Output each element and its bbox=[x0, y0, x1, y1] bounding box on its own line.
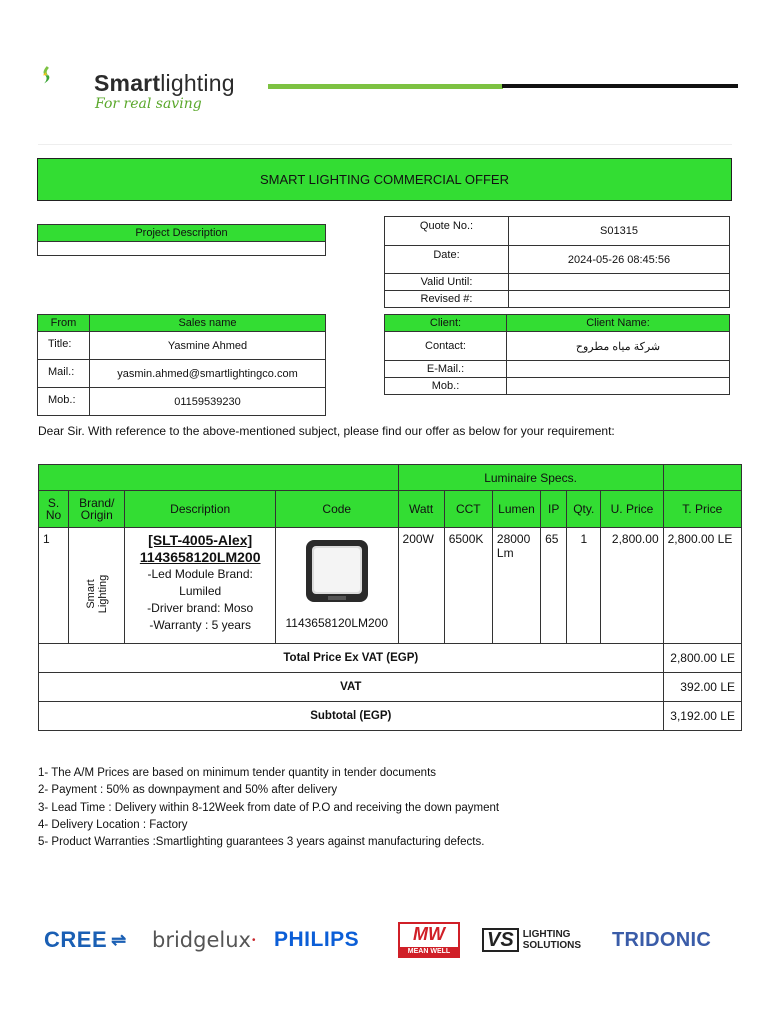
col-tprice: T. Price bbox=[663, 491, 741, 528]
date-label: Date: bbox=[385, 246, 509, 274]
subtotal-label: Subtotal (EGP) bbox=[39, 702, 664, 731]
sales-mail-value: yasmin.ahmed@smartlightingco.com bbox=[90, 360, 326, 388]
smartlighting-logo-icon bbox=[42, 30, 92, 120]
client-info-table bbox=[384, 314, 730, 395]
note-item: 5- Product Warranties :Smartlighting guarantees 3 years against manufacturing defects. bbox=[38, 836, 485, 849]
sales-name-value: Yasmine Ahmed bbox=[90, 332, 326, 360]
mail-label: Mail.: bbox=[38, 360, 90, 388]
item-ip: 65 bbox=[541, 528, 567, 644]
contact-value: شركة مياه مطروح bbox=[507, 332, 730, 361]
col-cct: CCT bbox=[444, 491, 492, 528]
col-ip: IP bbox=[541, 491, 567, 528]
meanwell-logo: MW MEAN WELL bbox=[398, 914, 460, 966]
philips-logo: PHILIPS bbox=[274, 928, 360, 951]
item-desc-line-2: -Driver brand: Moso bbox=[147, 601, 254, 615]
revised-value bbox=[509, 291, 730, 308]
col-description: Description bbox=[125, 491, 276, 528]
note-item: 3- Lead Time : Delivery within 8-12Week from date of P.O and receiving the down payment bbox=[38, 801, 500, 814]
floodlight-product-icon bbox=[302, 538, 372, 606]
date-value: 2024-05-26 08:45:56 bbox=[509, 246, 730, 274]
item-qty: 1 bbox=[567, 528, 601, 644]
vs-mark-icon: VS bbox=[482, 928, 519, 952]
item-tprice: 2,800.00 LE bbox=[663, 528, 741, 644]
client-name-header: Client Name: bbox=[507, 315, 730, 332]
terms-notes bbox=[38, 765, 499, 851]
quote-no-value: S01315 bbox=[509, 217, 730, 246]
client-mob-label: Mob.: bbox=[385, 378, 507, 395]
cree-mark-icon: ⇌ bbox=[111, 929, 127, 950]
tridonic-logo: TRIDONIC bbox=[612, 928, 712, 951]
item-lumen: 28000 Lm bbox=[492, 528, 540, 644]
revised-label: Revised #: bbox=[385, 291, 509, 308]
mob-label: Mob.: bbox=[38, 388, 90, 416]
item-watt: 200W bbox=[398, 528, 444, 644]
offer-table bbox=[38, 464, 742, 731]
item-cct: 6500K bbox=[444, 528, 492, 644]
table-row bbox=[39, 528, 742, 644]
project-description-header: Project Description bbox=[38, 225, 326, 242]
col-watt: Watt bbox=[398, 491, 444, 528]
col-code: Code bbox=[276, 491, 399, 528]
title-label: Title: bbox=[38, 332, 90, 360]
col-brand: Brand/ Origin bbox=[69, 491, 125, 528]
item-sno: 1 bbox=[39, 528, 69, 644]
total-value: 2,800.00 LE bbox=[663, 644, 741, 673]
bridgelux-logo: bridgelux • bbox=[152, 928, 256, 952]
partner-logos bbox=[38, 914, 738, 966]
vs-lighting-logo: VS LIGHTING SOLUTIONS bbox=[482, 914, 581, 966]
item-uprice: 2,800.00 bbox=[601, 528, 663, 644]
item-code-cell bbox=[276, 528, 399, 644]
header-rule-green bbox=[268, 84, 503, 89]
brand-tagline: For real saving bbox=[95, 96, 202, 112]
cree-logo: CREE ⇌ bbox=[44, 927, 127, 952]
contact-label: Contact: bbox=[385, 332, 507, 361]
client-header: Client: bbox=[385, 315, 507, 332]
vat-value: 392.00 LE bbox=[663, 673, 741, 702]
header-divider bbox=[38, 144, 732, 145]
sales-info-table bbox=[37, 314, 326, 416]
quote-no-label: Quote No.: bbox=[385, 217, 509, 246]
col-qty: Qty. bbox=[567, 491, 601, 528]
project-description-table bbox=[37, 224, 326, 256]
valid-until-value bbox=[509, 274, 730, 291]
client-email-value bbox=[507, 361, 730, 378]
item-brand-cell bbox=[69, 528, 125, 644]
item-description-cell bbox=[125, 528, 276, 644]
intro-text: Dear Sir. With reference to the above-mentioned subject, please find our offer as below for your requirement: bbox=[38, 424, 615, 438]
from-header: From bbox=[38, 315, 90, 332]
brand-name: Smartlighting bbox=[94, 70, 235, 96]
document-title: SMART LIGHTING COMMERCIAL OFFER bbox=[37, 158, 732, 201]
item-desc-head: [SLT-4005-Alex] 1143658120LM200 bbox=[139, 532, 261, 565]
client-mob-value bbox=[507, 378, 730, 395]
note-item: 2- Payment : 50% as downpayment and 50% after delivery bbox=[38, 784, 338, 797]
note-item: 4- Delivery Location : Factory bbox=[38, 818, 188, 831]
subtotal-value: 3,192.00 LE bbox=[663, 702, 741, 731]
project-description-value bbox=[38, 242, 326, 256]
item-brand: Smart Lighting bbox=[84, 574, 109, 614]
luminaire-specs-header: Luminaire Specs. bbox=[398, 465, 663, 491]
item-desc-line-1: -Led Module Brand: Lumiled bbox=[147, 567, 253, 598]
sales-name-header: Sales name bbox=[90, 315, 326, 332]
group-header-blank-right bbox=[663, 465, 741, 491]
col-lumen: Lumen bbox=[492, 491, 540, 528]
header-rule-black bbox=[502, 84, 738, 88]
client-email-label: E-Mail.: bbox=[385, 361, 507, 378]
group-header-blank bbox=[39, 465, 399, 491]
bridgelux-arc-icon: • bbox=[251, 934, 256, 946]
col-uprice: U. Price bbox=[601, 491, 663, 528]
item-desc-line-3: -Warranty : 5 years bbox=[149, 618, 251, 632]
valid-until-label: Valid Until: bbox=[385, 274, 509, 291]
col-sno: S. No bbox=[39, 491, 69, 528]
note-item: 1- The A/M Prices are based on minimum tender quantity in tender documents bbox=[38, 767, 437, 779]
quote-info-table bbox=[384, 216, 730, 308]
vat-label: VAT bbox=[39, 673, 664, 702]
sales-mob-value: 01159539230 bbox=[90, 388, 326, 416]
item-code: 1143658120LM200 bbox=[285, 616, 389, 630]
total-label: Total Price Ex VAT (EGP) bbox=[39, 644, 664, 673]
